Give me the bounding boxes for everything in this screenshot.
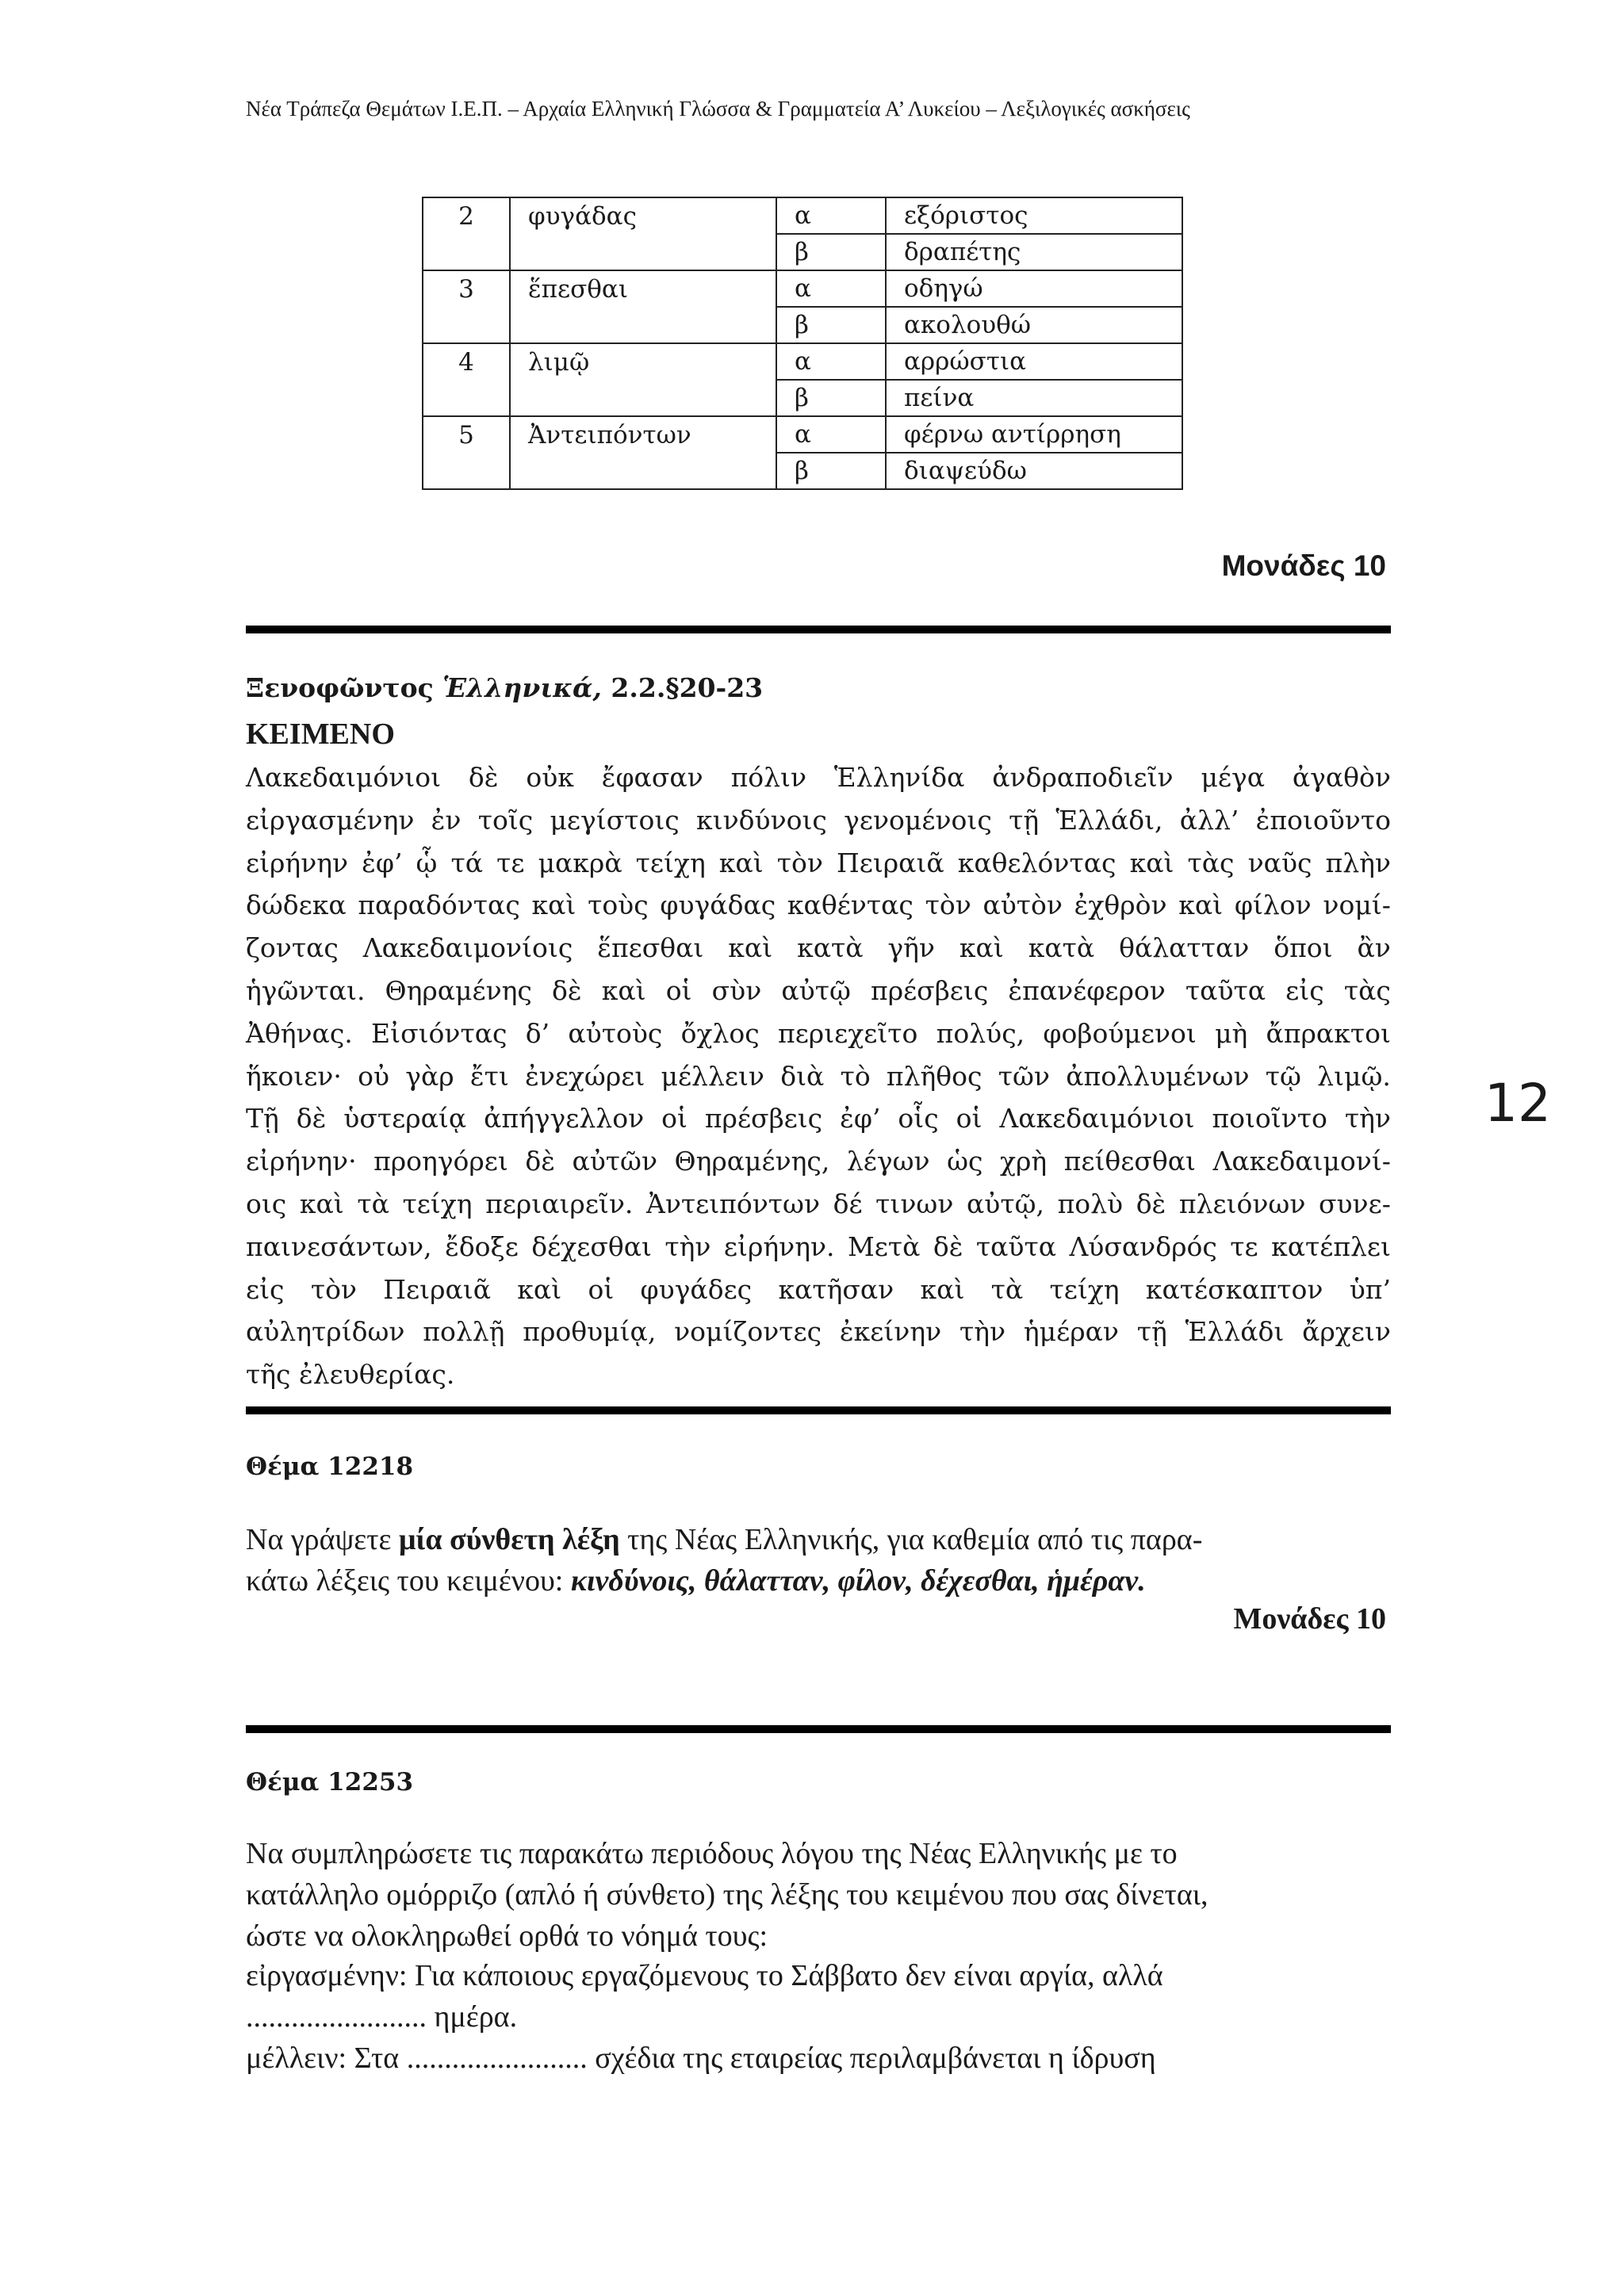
word: ἡμέραν: [1023, 1316, 1119, 1348]
word: διὰ: [780, 1060, 825, 1092]
word: Θηραμένης: [385, 974, 532, 1006]
word: ἀλλ’: [1179, 804, 1239, 836]
word: ἀνδραποδιεῖν: [992, 762, 1174, 793]
word: οις: [246, 1188, 287, 1219]
option-letter: β: [776, 380, 886, 416]
word: ὡς: [947, 1146, 983, 1177]
word: τὴν: [665, 1230, 711, 1262]
text-line: τῆς ἐλευθερίας.: [246, 1359, 455, 1391]
word: εἰρήνην: [246, 847, 349, 878]
theme-title: Θέμα 12253: [246, 1768, 414, 1797]
paragraph-line: εἰργασμένην: Για κάποιους εργαζόμενους το Σάββατο δεν είναι αργία, αλλά: [246, 1959, 1163, 1992]
text-line: [246, 1269, 1391, 1311]
word: καὶ: [517, 1273, 562, 1305]
word: μακρὰ: [538, 847, 622, 878]
word: δὲ: [468, 762, 499, 793]
word: Ἑλλάδι: [1185, 1316, 1285, 1348]
word: ὅποι: [1274, 932, 1333, 964]
word: σὺν: [711, 974, 762, 1006]
word: γῆν: [887, 932, 935, 964]
word: πλειόνων: [1178, 1188, 1306, 1219]
word: δὲ: [525, 1146, 555, 1177]
word: ἄπρακτοι: [1266, 1017, 1391, 1049]
option-meaning: αρρώστια: [886, 343, 1182, 380]
text-line: [246, 799, 1391, 842]
option-meaning: δραπέτης: [886, 234, 1182, 270]
word: καὶ: [959, 932, 1004, 964]
word: Τῇ: [246, 1103, 279, 1135]
empty-cell: [510, 307, 776, 343]
option-letter: β: [776, 453, 886, 489]
paragraph-line: Να συμπληρώσετε τις παρακάτω περιόδους λόγου της Νέας Ελληνικής με το: [246, 1837, 1178, 1870]
word: ἐφ’: [362, 847, 403, 878]
word: πλὴν: [1325, 847, 1391, 878]
text-line: [246, 756, 1391, 799]
word: καὶ: [299, 1188, 344, 1219]
table-row: [423, 416, 1182, 453]
word: κατῆσαν: [778, 1273, 894, 1305]
word: ἀγαθὸν: [1292, 762, 1391, 793]
word: δὲ: [933, 1230, 963, 1262]
text-line: [246, 970, 1391, 1012]
theme-title: Θέμα 12218: [246, 1452, 414, 1481]
vocabulary-table: [422, 197, 1183, 490]
word: τὰς: [1187, 847, 1235, 878]
word: τὰ: [357, 1188, 389, 1219]
task-line: [246, 1522, 1391, 1557]
word: καὶ: [531, 890, 576, 921]
word: πρέσβεις: [704, 1103, 823, 1135]
word: τε: [496, 847, 525, 878]
word: ἐν: [431, 804, 462, 836]
empty-cell: [423, 380, 510, 416]
word: ἐνεχώρει: [525, 1060, 645, 1092]
source-author: Ξενοφῶντος: [246, 672, 434, 703]
empty-cell: [423, 307, 510, 343]
table-row: [423, 307, 1182, 343]
option-letter: β: [776, 234, 886, 270]
word: οἱ: [956, 1103, 982, 1135]
table-row: [423, 380, 1182, 416]
word: τῶν: [998, 1060, 1050, 1092]
word: ποιοῖντο: [1212, 1103, 1327, 1135]
divider: [246, 1725, 1391, 1733]
item-number: 5: [423, 416, 510, 453]
word: ὑστεραίᾳ: [343, 1103, 467, 1135]
word: οἱ: [588, 1273, 615, 1305]
marks-label: Μονάδες 10: [1221, 549, 1386, 582]
option-meaning: εξόριστος: [886, 197, 1182, 234]
word: ἐποιοῦντο: [1255, 804, 1391, 836]
word: καθέντας: [787, 890, 914, 921]
word: δὲ: [296, 1103, 327, 1135]
word: πολύς,: [936, 1017, 1025, 1049]
word: φοβούμενοι: [1043, 1017, 1197, 1049]
word: κατὰ: [797, 932, 864, 964]
word: ἀπολλυμένων: [1066, 1060, 1250, 1092]
word: Λακεδαιμόνιοι: [999, 1103, 1195, 1135]
item-word: ἕπεσθαι: [510, 270, 776, 307]
task-text: [246, 1522, 1202, 1557]
word: αὐτῷ: [781, 974, 851, 1006]
word: οὐκ: [526, 762, 574, 793]
word: τοῖς: [477, 804, 534, 836]
table-row: [423, 453, 1182, 489]
table-row: [423, 270, 1182, 307]
word: ἀπήγγελλον: [484, 1103, 645, 1135]
word: ἐφ’: [840, 1103, 881, 1135]
word: μεγίστοις: [550, 804, 680, 836]
empty-cell: [423, 453, 510, 489]
word: οὐ: [358, 1060, 390, 1092]
word: τείχη: [1049, 1273, 1120, 1305]
word: Λακεδαιμόνιοι: [246, 762, 442, 793]
paragraph-line: μέλλειν: Στα ........................ σχέδια της εταιρείας περιλαμβάνεται η ίδρυση: [246, 2042, 1156, 2075]
word: χρὴ: [1000, 1146, 1048, 1177]
word: τῇ: [1009, 804, 1040, 836]
task-text-part: της Νέας Ελληνικής, για καθεμία από τις παρα-: [619, 1523, 1203, 1556]
word: τὸν: [925, 890, 971, 921]
word: τὸν: [776, 847, 823, 878]
word: Λακεδαιμονί-: [1212, 1146, 1391, 1177]
item-number: 3: [423, 270, 510, 307]
word: ταῦτα: [1185, 974, 1266, 1006]
word: δ’: [525, 1017, 550, 1049]
word: τῷ: [1265, 1060, 1301, 1092]
word: καὶ: [718, 847, 764, 878]
word: παραδόντας: [358, 890, 520, 921]
option-letter: α: [776, 343, 886, 380]
option-meaning: οδηγώ: [886, 270, 1182, 307]
word: κατέσκαπτον: [1145, 1273, 1323, 1305]
task-emphasis: μία σύνθετη λέξη: [399, 1523, 620, 1556]
word: δὲ: [552, 974, 582, 1006]
word: νομίζοντες: [674, 1316, 822, 1348]
item-word: λιμῷ: [510, 343, 776, 380]
option-meaning: πείνα: [886, 380, 1182, 416]
word: ἂν: [1357, 932, 1391, 964]
word: τείχη: [635, 847, 706, 878]
text-line: [246, 1183, 1391, 1226]
task-words: κινδύνοις, θάλατταν, φίλον, δέχεσθαι, ἡμέραν.: [570, 1564, 1146, 1598]
word: πλῆθος: [886, 1060, 982, 1092]
word: πόλιν: [730, 762, 807, 793]
word: Ἀθήνας.: [246, 1017, 353, 1049]
text-line: [246, 884, 1391, 927]
word: τείχη: [402, 1188, 473, 1219]
word: Λακεδαιμονίοις: [362, 932, 573, 964]
option-letter: β: [776, 307, 886, 343]
word: Ἀντειπόντων: [646, 1188, 821, 1219]
text-line: [246, 1055, 1391, 1098]
word: αὐτὸν: [982, 890, 1063, 921]
option-letter: α: [776, 197, 886, 234]
word: αὐτῷ,: [966, 1188, 1044, 1219]
option-meaning: διαψεύδω: [886, 453, 1182, 489]
word: ἐπανέφερον: [1008, 974, 1166, 1006]
word: ᾧ: [416, 847, 438, 878]
word: λέγων: [846, 1146, 930, 1177]
table-row: [423, 197, 1182, 234]
word: περιεχεῖτο: [778, 1017, 918, 1049]
word: φυγάδες: [640, 1273, 753, 1305]
word: Πειραιᾶ: [836, 847, 944, 878]
page-number: 12: [1484, 1073, 1551, 1134]
word: λιμῷ.: [1317, 1060, 1391, 1092]
word: καὶ: [1178, 890, 1224, 921]
word: περιαιρεῖν.: [485, 1188, 634, 1219]
table-row: [423, 234, 1182, 270]
word: γὰρ: [405, 1060, 454, 1092]
word: ναῦς: [1247, 847, 1312, 878]
word: καὶ: [728, 932, 773, 964]
word: δέχεσθαι: [531, 1230, 652, 1262]
empty-cell: [423, 234, 510, 270]
paragraph-line: κατάλληλο ομόρριζο (απλό ή σύνθετο) της λέξης του κειμένου που σας δίνεται,: [246, 1878, 1208, 1911]
text-label: ΚΕΙΜΕΝΟ: [246, 718, 395, 751]
word: καὶ: [920, 1273, 965, 1305]
word: οἱ: [661, 1103, 688, 1135]
word: Εἰσιόντας: [371, 1017, 508, 1049]
word: κινδύνοις: [696, 804, 827, 836]
word: προηγόρει: [373, 1146, 508, 1177]
empty-cell: [510, 453, 776, 489]
word: συνε-: [1318, 1188, 1391, 1219]
word: αὐτῶν: [572, 1146, 658, 1177]
word: ἕπεσθαι: [597, 932, 704, 964]
word: ζοντας: [246, 932, 339, 964]
word: δέ: [833, 1188, 863, 1219]
text-line: [246, 1140, 1391, 1183]
divider: [246, 1406, 1391, 1414]
word: ἔδοξε: [445, 1230, 519, 1262]
word: εἰς: [1285, 974, 1324, 1006]
word: εἰς: [246, 1273, 285, 1305]
word: ἥκοιεν·: [246, 1060, 342, 1092]
task-text-part: Να γράψετε: [246, 1523, 399, 1556]
item-word: Ἀντειπόντων: [510, 416, 776, 453]
word: ἄρχειν: [1302, 1316, 1391, 1348]
word: γενομένοις: [844, 804, 992, 836]
word: πρέσβεις: [871, 974, 989, 1006]
word: Πειραιᾶ: [383, 1273, 492, 1305]
source-work: Ἑλληνικά,: [442, 672, 602, 703]
task-line: [246, 1563, 1391, 1598]
marks-label: Μονάδες 10: [1233, 1602, 1386, 1636]
word: καὶ: [1129, 847, 1174, 878]
word: τὸν: [310, 1273, 357, 1305]
text-line: [246, 842, 1391, 885]
word: μέγα: [1201, 762, 1266, 793]
word: τὰς: [1343, 974, 1391, 1006]
text-line: [246, 1012, 1391, 1055]
word: τὴν: [1344, 1103, 1391, 1135]
word: ἔτι: [469, 1060, 509, 1092]
word: Λύσανδρός: [1069, 1230, 1217, 1262]
word: ἐκείνην: [839, 1316, 942, 1348]
word: Μετὰ: [847, 1230, 921, 1262]
word: εἰργασμένην: [246, 804, 415, 836]
word: τά: [450, 847, 484, 878]
word: δὲ: [1136, 1188, 1166, 1219]
word: φίλον: [1234, 890, 1312, 921]
paragraph-line: ........................ ημέρα.: [246, 2000, 518, 2034]
divider: [246, 626, 1391, 633]
word: Θηραμένης,: [674, 1146, 830, 1177]
word: αὐτοὺς: [568, 1017, 663, 1049]
word: τινων: [875, 1188, 954, 1219]
word: ὑπ’: [1349, 1273, 1391, 1305]
word: εἰρήνην·: [246, 1146, 357, 1177]
word: κατὰ: [1028, 932, 1095, 964]
word: οἱ: [665, 974, 692, 1006]
word: καὶ: [601, 974, 646, 1006]
option-meaning: φέρνω αντίρρηση: [886, 416, 1182, 453]
word: φυγάδας: [660, 890, 776, 921]
source-title: [246, 672, 763, 703]
word: ταῦτα: [975, 1230, 1056, 1262]
text-line: [246, 1097, 1391, 1140]
task-text-part: κάτω λέξεις του κειμένου:: [246, 1564, 571, 1598]
word: παινεσάντων,: [246, 1230, 432, 1262]
word: τὴν: [959, 1316, 1006, 1348]
option-letter: α: [776, 416, 886, 453]
word: προθυμίᾳ,: [523, 1316, 657, 1348]
word: Ἑλληνίδα: [833, 762, 965, 793]
word: θάλατταν: [1119, 932, 1250, 964]
word: τῇ: [1136, 1316, 1167, 1348]
word: καθελόντας: [957, 847, 1116, 878]
option-meaning: ακολουθώ: [886, 307, 1182, 343]
word: τοὺς: [588, 890, 649, 921]
table-row: [423, 343, 1182, 380]
text-line: [246, 1311, 1391, 1353]
option-letter: α: [776, 270, 886, 307]
word: τὰ: [990, 1273, 1024, 1305]
source-ref: 2.2.§20-23: [611, 672, 764, 703]
word: μέλλειν: [661, 1060, 764, 1092]
word: ἐχθρὸν: [1074, 890, 1167, 921]
word: πολλῇ: [423, 1316, 505, 1348]
word: ἡγῶνται.: [246, 974, 366, 1006]
word: οἷς: [898, 1103, 939, 1135]
word: Ἑλλάδι,: [1055, 804, 1163, 836]
item-number: 4: [423, 343, 510, 380]
item-word: φυγάδας: [510, 197, 776, 234]
word: πολὺ: [1057, 1188, 1124, 1219]
word: νομί-: [1323, 890, 1391, 921]
word: πείθεσθαι: [1063, 1146, 1196, 1177]
empty-cell: [510, 234, 776, 270]
paragraph-line: ώστε να ολοκληρωθεί ορθά το νόημά τους:: [246, 1919, 768, 1953]
word: δώδεκα: [246, 890, 347, 921]
word: ὄχλος: [680, 1017, 760, 1049]
empty-cell: [510, 380, 776, 416]
word: ἔφασαν: [601, 762, 703, 793]
word: αὐλητρίδων: [246, 1316, 405, 1348]
word: εἰρήνην.: [723, 1230, 835, 1262]
running-header: Νέα Τράπεζα Θεμάτων Ι.Ε.Π. – Αρχαία Ελληνική Γλώσσα & Γραμματεία Α’ Λυκείου – Λεξιλογικές ασκήσεις: [246, 97, 1190, 121]
word: κατέπλει: [1271, 1230, 1391, 1262]
word: μὴ: [1215, 1017, 1248, 1049]
ancient-text: [246, 756, 1391, 1396]
text-line: [246, 927, 1391, 970]
item-number: 2: [423, 197, 510, 234]
text-line: [246, 1226, 1391, 1269]
word: τε: [1230, 1230, 1258, 1262]
word: τὸ: [840, 1060, 871, 1092]
